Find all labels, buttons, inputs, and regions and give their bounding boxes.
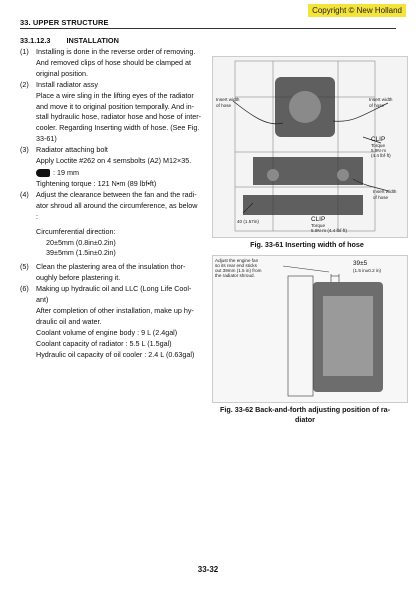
section-title-text: INSTALLATION	[66, 36, 119, 45]
step-text: After completion of other installation, make up hy-	[36, 305, 194, 315]
step-text: and move it to original position temporally. And in-	[36, 101, 195, 111]
fan-note-2: so its rear end sticks	[215, 263, 257, 268]
figure-caption-61: Fig. 33-61 Inserting width of hose	[250, 240, 364, 249]
header-rule	[20, 28, 396, 29]
copyright-badge: Copyright © New Holland	[308, 4, 406, 17]
step-text: draulic oil and water.	[36, 316, 102, 326]
wrench-size-text: : 19 mm	[53, 167, 79, 177]
clip-label-1: CLIP	[371, 136, 386, 143]
step-number: (6)	[20, 284, 29, 294]
caption-line-1: Fig. 33-62 Back-and-forth adjusting position of ra-	[219, 405, 391, 414]
insert-width-label-left-2: of hose	[216, 103, 232, 108]
clip-label-2: CLIP	[311, 216, 326, 223]
circumferential-value-2: 39±5mm (1.5in±0.2in)	[46, 248, 116, 258]
step-text: Making up hydraulic oil and LLC (Long Life Cool-	[36, 284, 192, 294]
figure-caption-62	[200, 405, 410, 424]
step-number: (2)	[20, 79, 29, 89]
step-6	[20, 284, 206, 360]
tightening-torque: Tightening torque : 121 N•m (89 lbf•ft)	[36, 178, 157, 188]
figure-inserting-width	[212, 56, 408, 238]
fan-note-1: Adjust the engine fan	[215, 258, 259, 263]
fan-position-diagram	[213, 256, 407, 402]
step-text: cooler. Regarding Inserting width of hose. (See Fig.	[36, 123, 200, 133]
step-text: And removed clips of hose should be clamped at	[36, 57, 192, 67]
step-text: Apply Loctite #262 on 4 semsbolts (A2) M12×35.	[36, 156, 192, 166]
step-number: (1)	[20, 47, 29, 56]
dimension-40: 40 (1.57in)	[237, 219, 259, 224]
step-text: Coolant capacity of radiator : 5.5 L (1.5gal)	[36, 338, 172, 348]
clip-torque-2: Torque	[311, 223, 326, 228]
clip-torque-1: Torque	[371, 143, 386, 148]
fan-dimension: 39±5	[353, 260, 368, 267]
step-text: Hydraulic oil capacity of oil cooler : 2.4 L (0.63gal)	[36, 349, 195, 359]
page-header: 33. UPPER STRUCTURE	[20, 18, 109, 27]
step-text: original position.	[36, 68, 88, 78]
insert-width-label-right-b2: of hose	[373, 195, 389, 200]
step-text: Coolant volume of engine body : 9 L (2.4gal)	[36, 327, 178, 337]
clip-torque-1c: (4.4 lbf·ft)	[371, 153, 391, 158]
insert-width-label-right-b: Insert width	[373, 189, 397, 194]
step-text: Adjust the clearance between the fan and the radi-	[36, 189, 197, 199]
page-number: 33-32	[197, 565, 219, 574]
step-text: Radiator attaching bolt	[36, 145, 108, 155]
step-text: ant)	[36, 295, 49, 305]
fan-note-3: out 39mm (1.5 in) from	[215, 268, 262, 273]
caption-line-2: diator	[295, 414, 315, 424]
step-text: :	[36, 211, 38, 221]
clip-torque-2b: 5.9N·m (4.4 lbf·ft)	[311, 228, 347, 233]
step-text: Place a wire sling in the lifting eyes of the radiator	[36, 90, 194, 100]
clip-torque-1b: 5.9N·m	[371, 148, 387, 153]
insert-width-label-right-2: of hose	[369, 103, 385, 108]
hose-diagram	[213, 57, 407, 237]
step-text: Clean the plastering area of the insulation thor-	[36, 262, 186, 272]
step-text: 33-61)	[36, 134, 57, 144]
step-text: oughly before plastering it.	[36, 273, 121, 283]
fan-dimension-tolerance: (1.5 in±0.2 in)	[353, 268, 382, 273]
wrench-size	[20, 167, 206, 179]
step-2	[20, 80, 206, 145]
fan-note-4: the radiator shroud.	[215, 273, 255, 278]
section-title	[20, 36, 119, 45]
circumferential-title: Circumferential direction:	[36, 226, 116, 236]
step-number: (5)	[20, 262, 29, 272]
step-3	[20, 145, 206, 167]
step-5	[20, 262, 206, 284]
step-number: (3)	[20, 145, 29, 155]
insert-width-label-left: Insert width	[216, 97, 240, 102]
step-number: (4)	[20, 189, 29, 199]
step-4	[20, 190, 206, 223]
instructions	[20, 47, 206, 360]
figure-fan-position	[212, 255, 408, 403]
step-text: Install radiator assy	[36, 79, 98, 89]
insert-width-label-right: Insert width	[369, 97, 393, 102]
step-text: stall hydraulic hose, radiator hose and hose of inter-	[36, 112, 202, 122]
step-text: ator shroud all around the circumference, as below	[36, 200, 198, 210]
section-number: 33.1.12.3	[20, 36, 51, 45]
step-text: Installing is done in the reverse order of removing.	[36, 47, 196, 56]
step-1	[20, 47, 206, 80]
circumferential-value-1: 20±5mm (0.8in±0.2in)	[46, 237, 116, 247]
wrench-icon	[36, 169, 50, 177]
